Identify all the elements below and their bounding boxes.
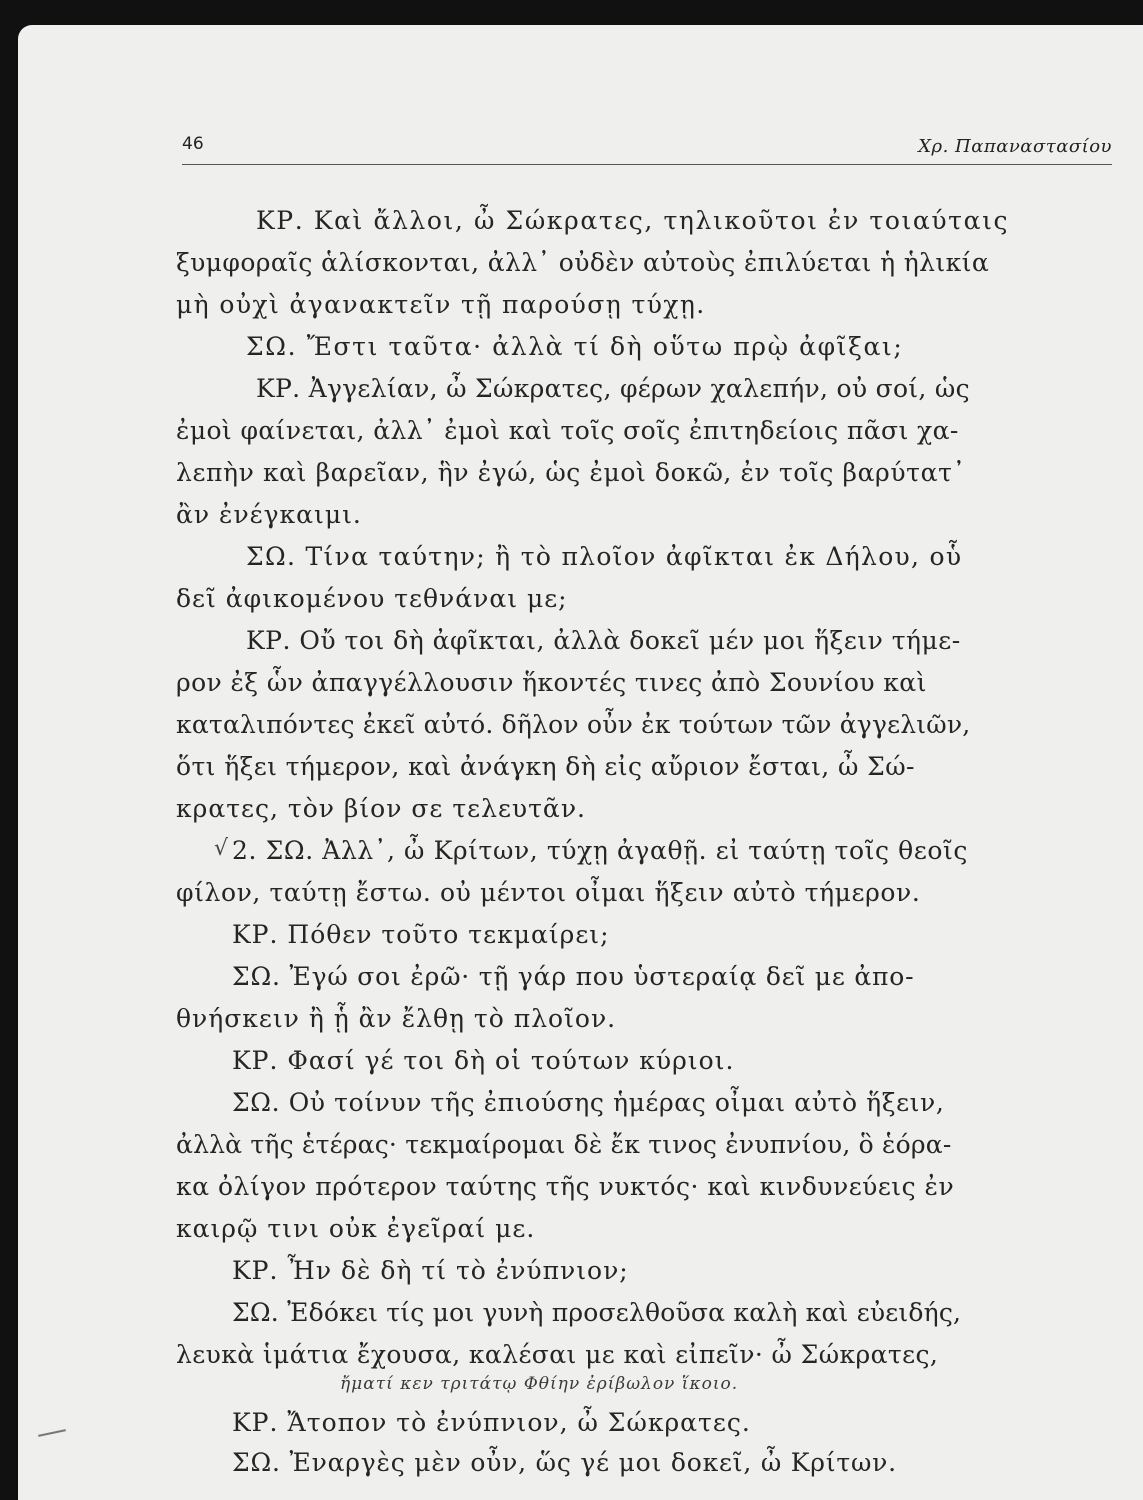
text-line: ἀλλὰ τῆς ἑτέρας· τεκμαίρομαι δὲ ἔκ τινος ἐνυπνίου, ὃ ἑόρα- <box>176 1130 952 1159</box>
text-line: ΚΡ. Ἀγγελίαν, ὦ Σώκρατες, φέρων χαλεπήν, οὐ σοί, ὡς <box>256 374 970 403</box>
text-line: μὴ οὐχὶ ἀγανακτεῖν τῇ παρούσῃ τύχῃ. <box>176 290 706 319</box>
text-line: ΚΡ. Καὶ ἄλλοι, ὦ Σώκρατες, τηλικοῦτοι ἐν τοιαύταις <box>256 206 1010 235</box>
text-line: θνήσκειν ἢ ᾗ ἂν ἔλθῃ τὸ πλοῖον. <box>176 1004 617 1033</box>
text-line: φίλον, ταύτῃ ἔστω. οὐ μέντοι οἶμαι ἥξειν αὐτὸ τήμερον. <box>176 878 921 907</box>
text-line: ΣΩ. Ἐγώ σοι ἐρῶ· τῇ γάρ που ὑστεραίᾳ δεῖ με ἀπο- <box>232 962 915 991</box>
text-line: ΚΡ. Πόθεν τοῦτο τεκμαίρει; <box>232 920 610 949</box>
verse-quotation: ἤματί κεν τριτάτῳ Φθίην ἐρίβωλον ἵκοιο. <box>340 1374 739 1394</box>
text-line: ξυμφοραῖς ἁλίσκονται, ἀλλ᾽ οὐδὲν αὐτοὺς ἐπιλύεται ἡ ἡλικία <box>176 248 990 277</box>
text-line: ΚΡ. Ἦν δὲ δὴ τί τὸ ἐνύπνιον; <box>232 1256 629 1285</box>
text-line: ΚΡ. Οὔ τοι δὴ ἀφῖκται, ἀλλὰ δοκεῖ μέν μοι ἥξειν τήμε- <box>246 626 961 655</box>
text-line: 2. ΣΩ. Ἀλλ᾽, ὦ Κρίτων, τύχῃ ἀγαθῇ. εἰ ταύτῃ τοῖς θεοῖς <box>232 836 969 865</box>
text-line: ΣΩ. Οὐ τοίνυν τῆς ἐπιούσης ἡμέρας οἶμαι αὐτὸ ἥξειν, <box>232 1088 945 1117</box>
running-head: Χρ. Παπαναστασίου <box>918 136 1112 157</box>
text-line: ἂν ἐνέγκαιμι. <box>176 500 362 529</box>
text-line: λεπὴν καὶ βαρεῖαν, ἣν ἐγώ, ὡς ἐμοὶ δοκῶ, ἐν τοῖς βαρύτατ᾽ <box>176 458 966 487</box>
text-line: καταλιπόντες ἐκεῖ αὐτό. δῆλον οὖν ἐκ τούτων τῶν ἀγγελιῶν, <box>176 710 971 739</box>
text-line: κρατες, τὸν βίον σε τελευτᾶν. <box>176 794 586 823</box>
text-line: κα ὀλίγον πρότερον ταύτης τῆς νυκτός· καὶ κινδυνεύεις ἐν <box>176 1172 955 1201</box>
text-line: καιρῷ τινι οὐκ ἐγεῖραί με. <box>176 1214 536 1243</box>
text-line: ὅτι ἥξει τήμερον, καὶ ἀνάγκη δὴ εἰς αὔριον ἔσται, ὦ Σώ- <box>176 752 915 781</box>
text-line: δεῖ ἀφικομένου τεθνάναι με; <box>176 584 568 613</box>
margin-check-mark: √ <box>214 836 229 861</box>
text-line: ΣΩ. Ἐναργὲς μὲν οὖν, ὥς γέ μοι δοκεῖ, ὦ Κρίτων. <box>232 1448 897 1477</box>
text-line: ΚΡ. Φασί γέ τοι δὴ οἱ τούτων κύριοι. <box>232 1046 735 1075</box>
text-line: ΣΩ. Τίνα ταύτην; ἢ τὸ πλοῖον ἀφῖκται ἐκ Δήλου, οὗ <box>246 542 963 571</box>
text-line: ρον ἐξ ὧν ἀπαγγέλλουσιν ἥκοντές τινες ἀπὸ Σουνίου καὶ <box>176 668 927 697</box>
text-line: ΚΡ. Ἄτοπον τὸ ἐνύπνιον, ὦ Σώκρατες. <box>232 1408 751 1437</box>
text-line: ἐμοὶ φαίνεται, ἀλλ᾽ ἐμοὶ καὶ τοῖς σοῖς ἐπιτηδείοις πᾶσι χα- <box>176 416 959 445</box>
text-line: λευκὰ ἱμάτια ἔχουσα, καλέσαι με καὶ εἰπεῖν· ὦ Σώκρατες, <box>176 1340 939 1369</box>
text-line: ΣΩ. Ἐδόκει τίς μοι γυνὴ προσελθοῦσα καλὴ καὶ εὐειδής, <box>232 1298 962 1327</box>
page-number: 46 <box>182 134 204 154</box>
text-line: ΣΩ. Ἔστι ταῦτα· ἀλλὰ τί δὴ οὕτω πρῲ ἀφῖξαι; <box>246 332 904 361</box>
